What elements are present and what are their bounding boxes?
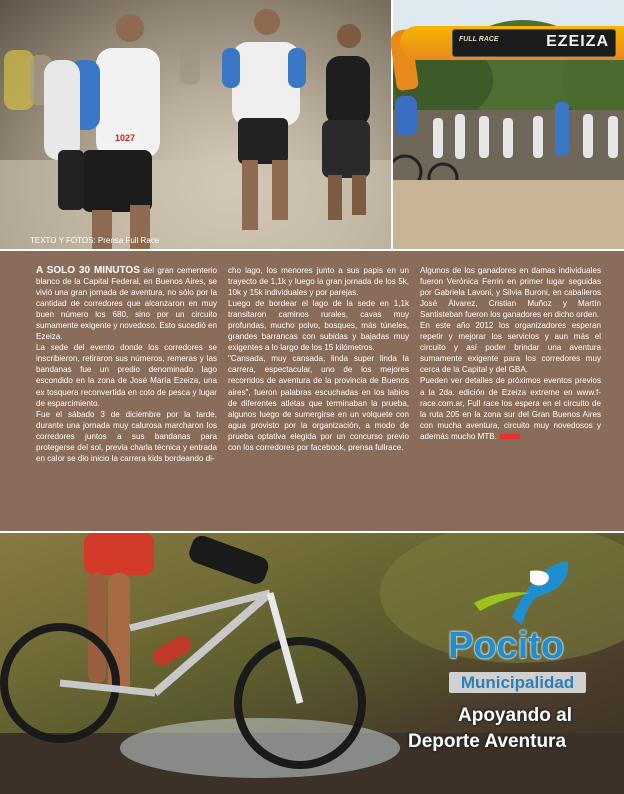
article-paragraph: La sede del evento donde los corredores se inscribieron, retiraron sus números, remeras y las bandanas fue un predio denominado lago escondido en la zona de José María Ezeiza, una ex tosquera reconvertida en coto de pesca y lugar de esparcimiento.: [36, 343, 217, 408]
article-text: Pueden ver detalles de próximos eventos previos a la 2da. edición de Ezeiza extreme en www.f-race.com.ar, Full race los espera en el circuito de la ruta 205 en la zona sur del Gran Buenos Aires con mucha aventura, circuito muy novedosos y además mucho MTB.: [420, 376, 601, 441]
article-paragraph: En este año 2012 los organizadores esperan repetir y mejorar los servicios y aun más el circuito y así poder brindar una aventura sumamente exigente para los corredores muy cerca de la Capital y del GBA.: [420, 321, 601, 375]
ad-slogan-line-2: Deporte Aventura: [408, 731, 567, 752]
article-column-2: [228, 265, 409, 453]
article-paragraph: [420, 375, 601, 441]
article-column-1: [36, 265, 217, 464]
end-mark-icon: [500, 434, 520, 439]
article-paragraph: "Cansada, muy cansada, linda super linda la carrera, espectacular, uno de los mejores recorridos de aventura de la provincia de Buenos aires", fueron palabras escuchadas en los labios de diferentes atletas que terminaban la prueba, algunos luego de sumergirse en un volquete con agua provisto por la organización, a modo de prueba optativa elegida por un concurso previo con los corredores por facebook, prensa fullrace.: [228, 354, 409, 452]
ad-brand-name: Pocito: [448, 625, 565, 667]
article-column-3: [420, 265, 601, 442]
article-paragraph: [36, 265, 217, 342]
article-lead: A SOLO 30 MINUTOS: [36, 265, 140, 276]
article-paragraph: Algunos de los ganadores en damas individuales fueron Verónica Ferrin en primer lugar seguidas por Gabriela Lavoni, y Silvia Buroni, en caballeros José Álvarez, Cristian Muñoz y Martín Santisteban fueron los ganadores en dicho orden.: [420, 266, 601, 320]
bib-number: 1027: [114, 133, 136, 143]
ad-slogan-line-1: Apoyando al: [458, 705, 573, 726]
article-paragraph: Fue el sábado 3 de diciembre por la tarde, durante una jornada muy calurosa marcharon los corredores juntos a sus bandanas para protegerse del sol, previa charla técnica y entrada en calor se dio inicio la carrera kids bordeando di-: [36, 409, 217, 463]
arch-brand: FULL RACE: [459, 36, 499, 43]
photo-credit: TEXTO Y FOTOS: Prensa Full Race: [30, 236, 160, 245]
ad-brand-subtitle: Municipalidad: [449, 672, 586, 693]
pocito-logo-icon: [472, 557, 572, 627]
arch-title: EZEIZA: [546, 33, 609, 50]
article-text: del gran cementerio blanco de la Capital Federal, en Buenos Aires, se vivió una gran jornada de aventura, no sólo por la cantidad de corredores que alcanzaron en muy buen número los 680, sino por un circuito sumamente exigente y novedoso. Esto sucedió en Ezeiza.: [36, 266, 217, 342]
photo-runners: [0, 0, 391, 249]
article-paragraph: cho lago, los menores junto a sus papis en un trayecto de 1,1k y luego la gran jornada de los 5k, 10k y 15k individuales y por parejas.: [228, 266, 409, 298]
article-paragraph: Luego de bordear el lago de la sede en 1,1k transitaron caminos rurales, cavas muy profundas, mucho polvo, bosques, más túneles, grandes barrancas con subidas y bajadas muy exigentes a lo largo de los 15 kilómetros.: [228, 299, 409, 353]
finish-arch-sign: [452, 29, 616, 57]
article-body: [0, 251, 624, 531]
race-bib: [110, 128, 140, 148]
runners-illustration: [0, 0, 391, 249]
